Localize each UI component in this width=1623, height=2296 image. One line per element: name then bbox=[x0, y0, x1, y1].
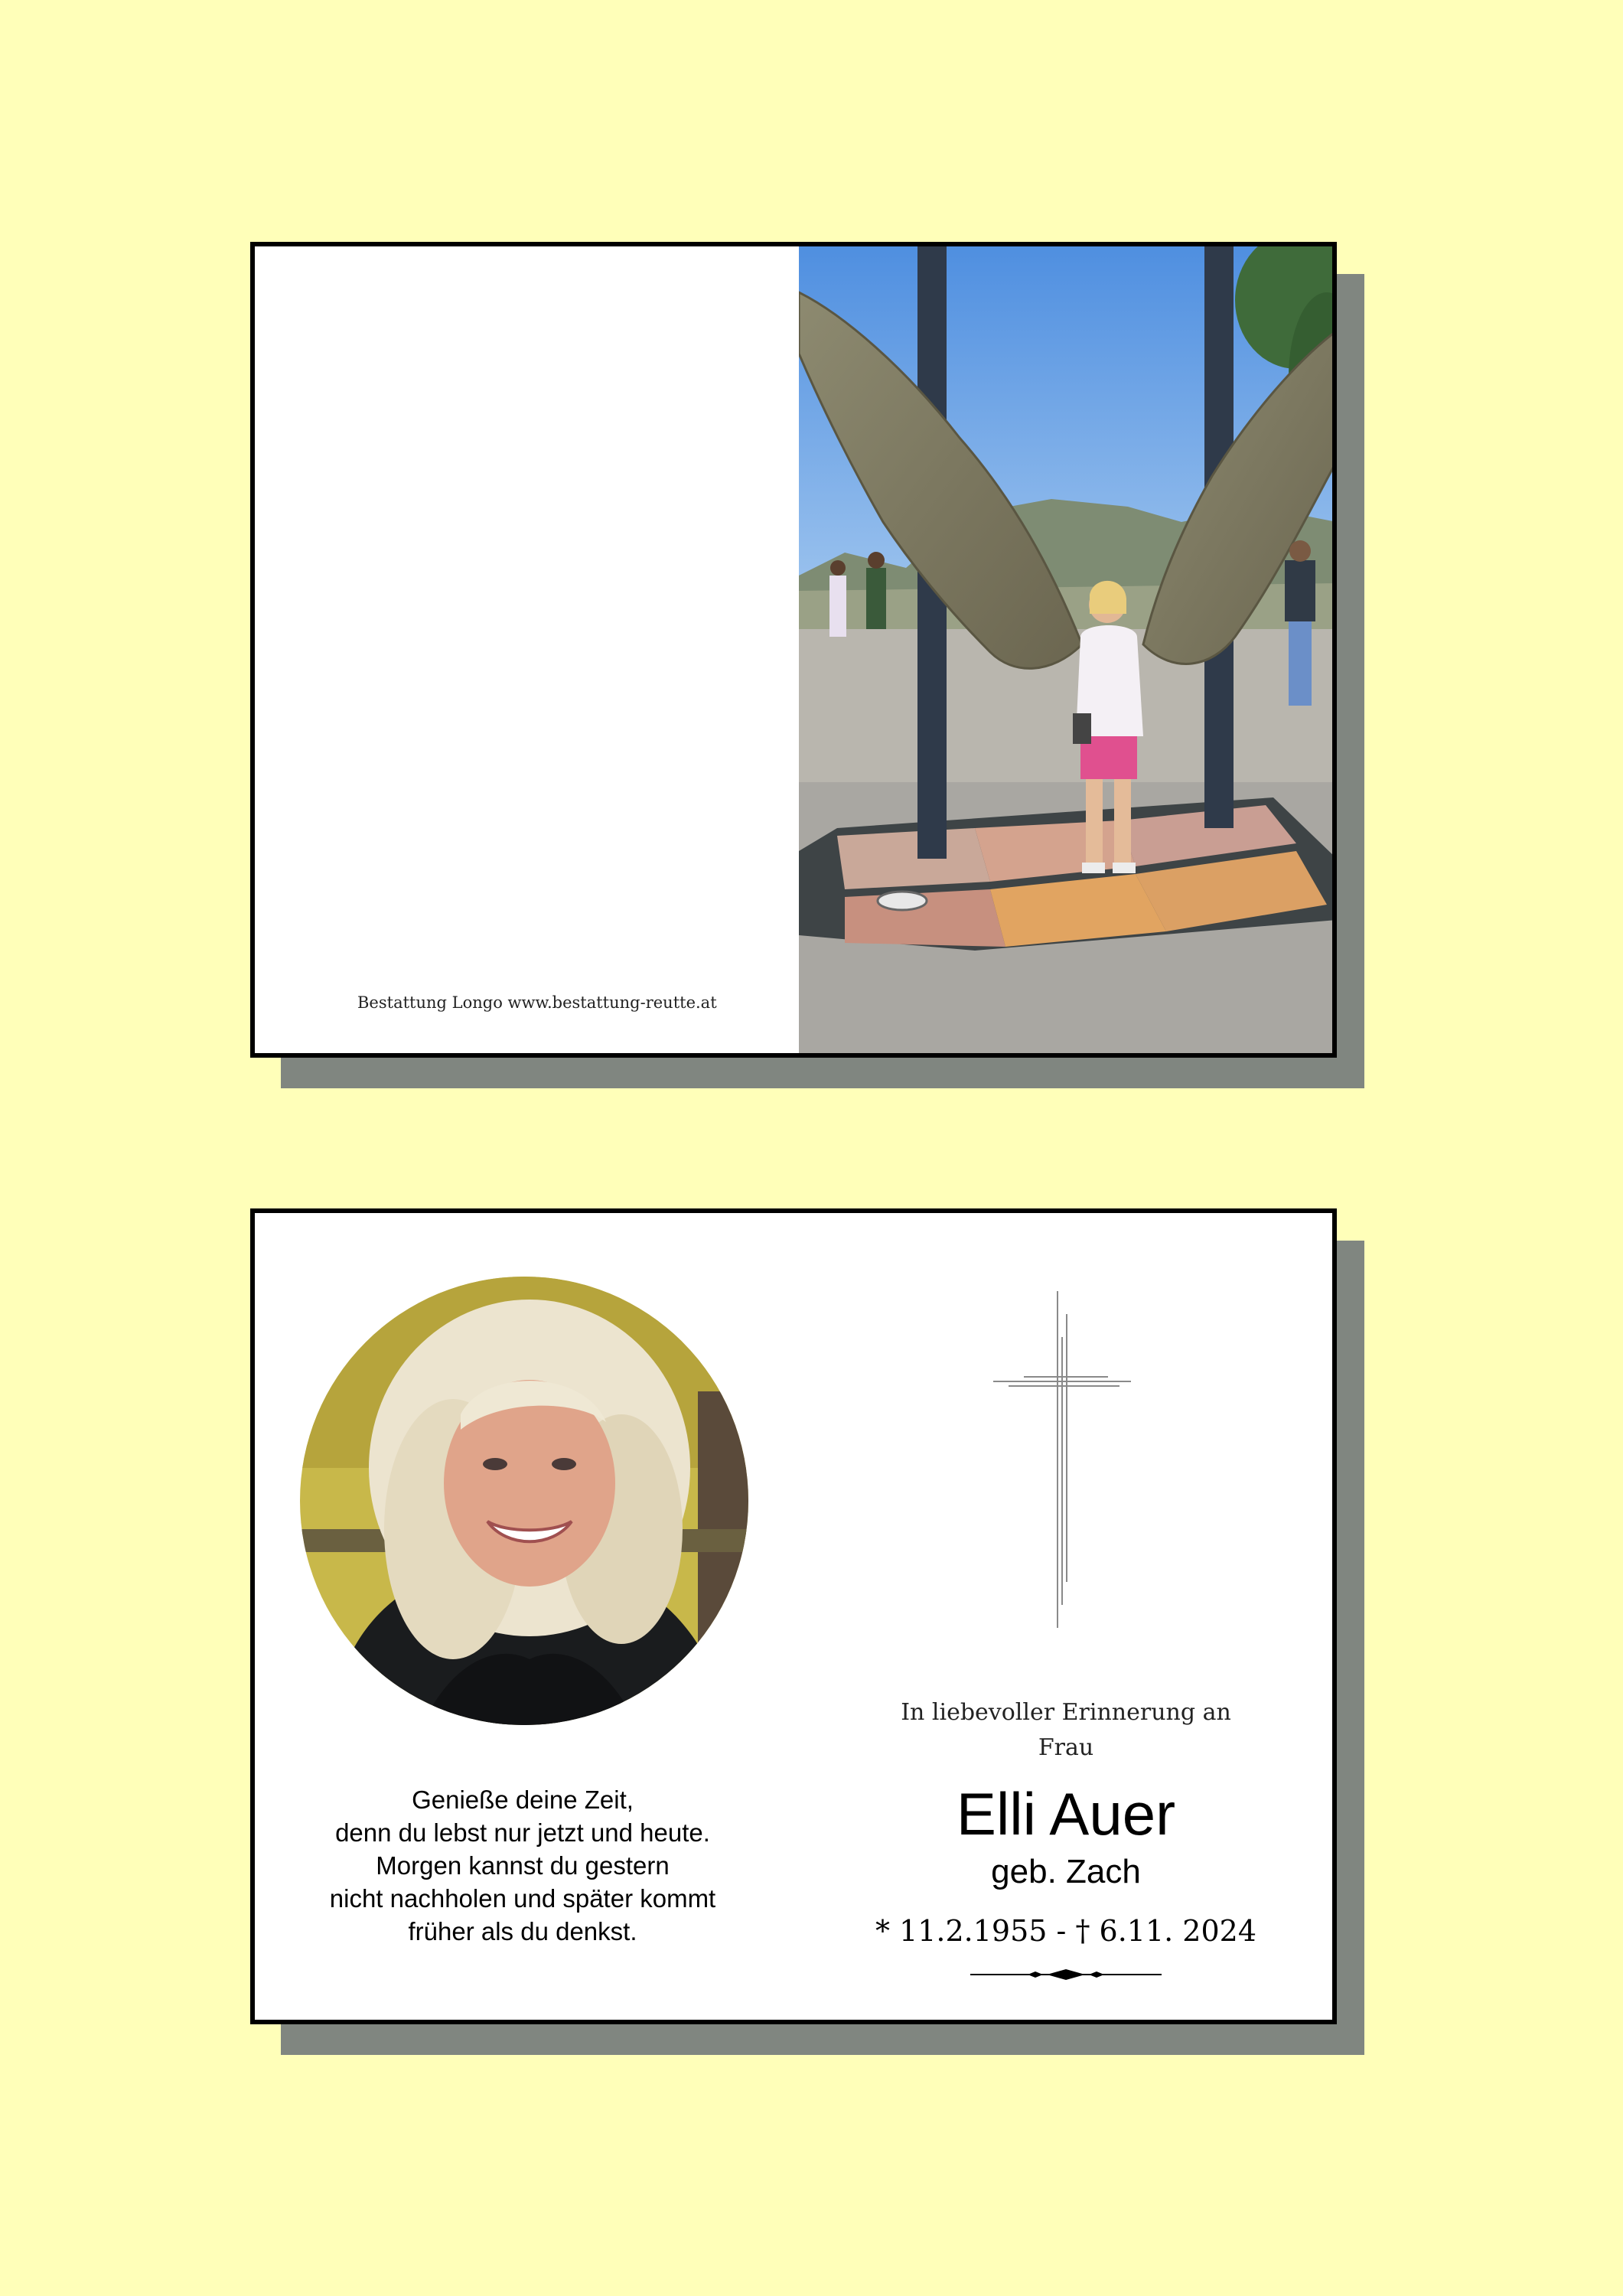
poem-line: Genieße deine Zeit, bbox=[412, 1786, 634, 1814]
poem-line: früher als du denkst. bbox=[408, 1917, 637, 1945]
angel-wings-photo bbox=[799, 246, 1337, 1053]
memory-text bbox=[898, 1695, 1234, 1766]
life-dates: * 11.2.1955 - † 6.11. 2024 bbox=[875, 1914, 1257, 1948]
poem-line: Morgen kannst du gestern bbox=[376, 1851, 670, 1880]
memory-line-1: In liebevoller Erinnerung an bbox=[901, 1699, 1231, 1726]
deceased-name: Elli Auer bbox=[956, 1780, 1176, 1848]
poem-line: denn du lebst nur jetzt und heute. bbox=[335, 1818, 710, 1847]
poem-line: nicht nachholen und später kommt bbox=[329, 1884, 716, 1913]
ornament-divider-icon bbox=[970, 1967, 1162, 1982]
memory-line-2: Frau bbox=[1038, 1734, 1094, 1761]
funeral-home-footer: Bestattung Longo www.bestattung-reutte.at bbox=[357, 993, 717, 1012]
poem bbox=[285, 1783, 760, 1948]
card-front bbox=[250, 242, 1337, 1058]
portrait-photo bbox=[300, 1277, 748, 1725]
cross-icon bbox=[993, 1291, 1131, 1628]
card-inside bbox=[250, 1208, 1337, 2024]
maiden-name: geb. Zach bbox=[991, 1853, 1141, 1890]
